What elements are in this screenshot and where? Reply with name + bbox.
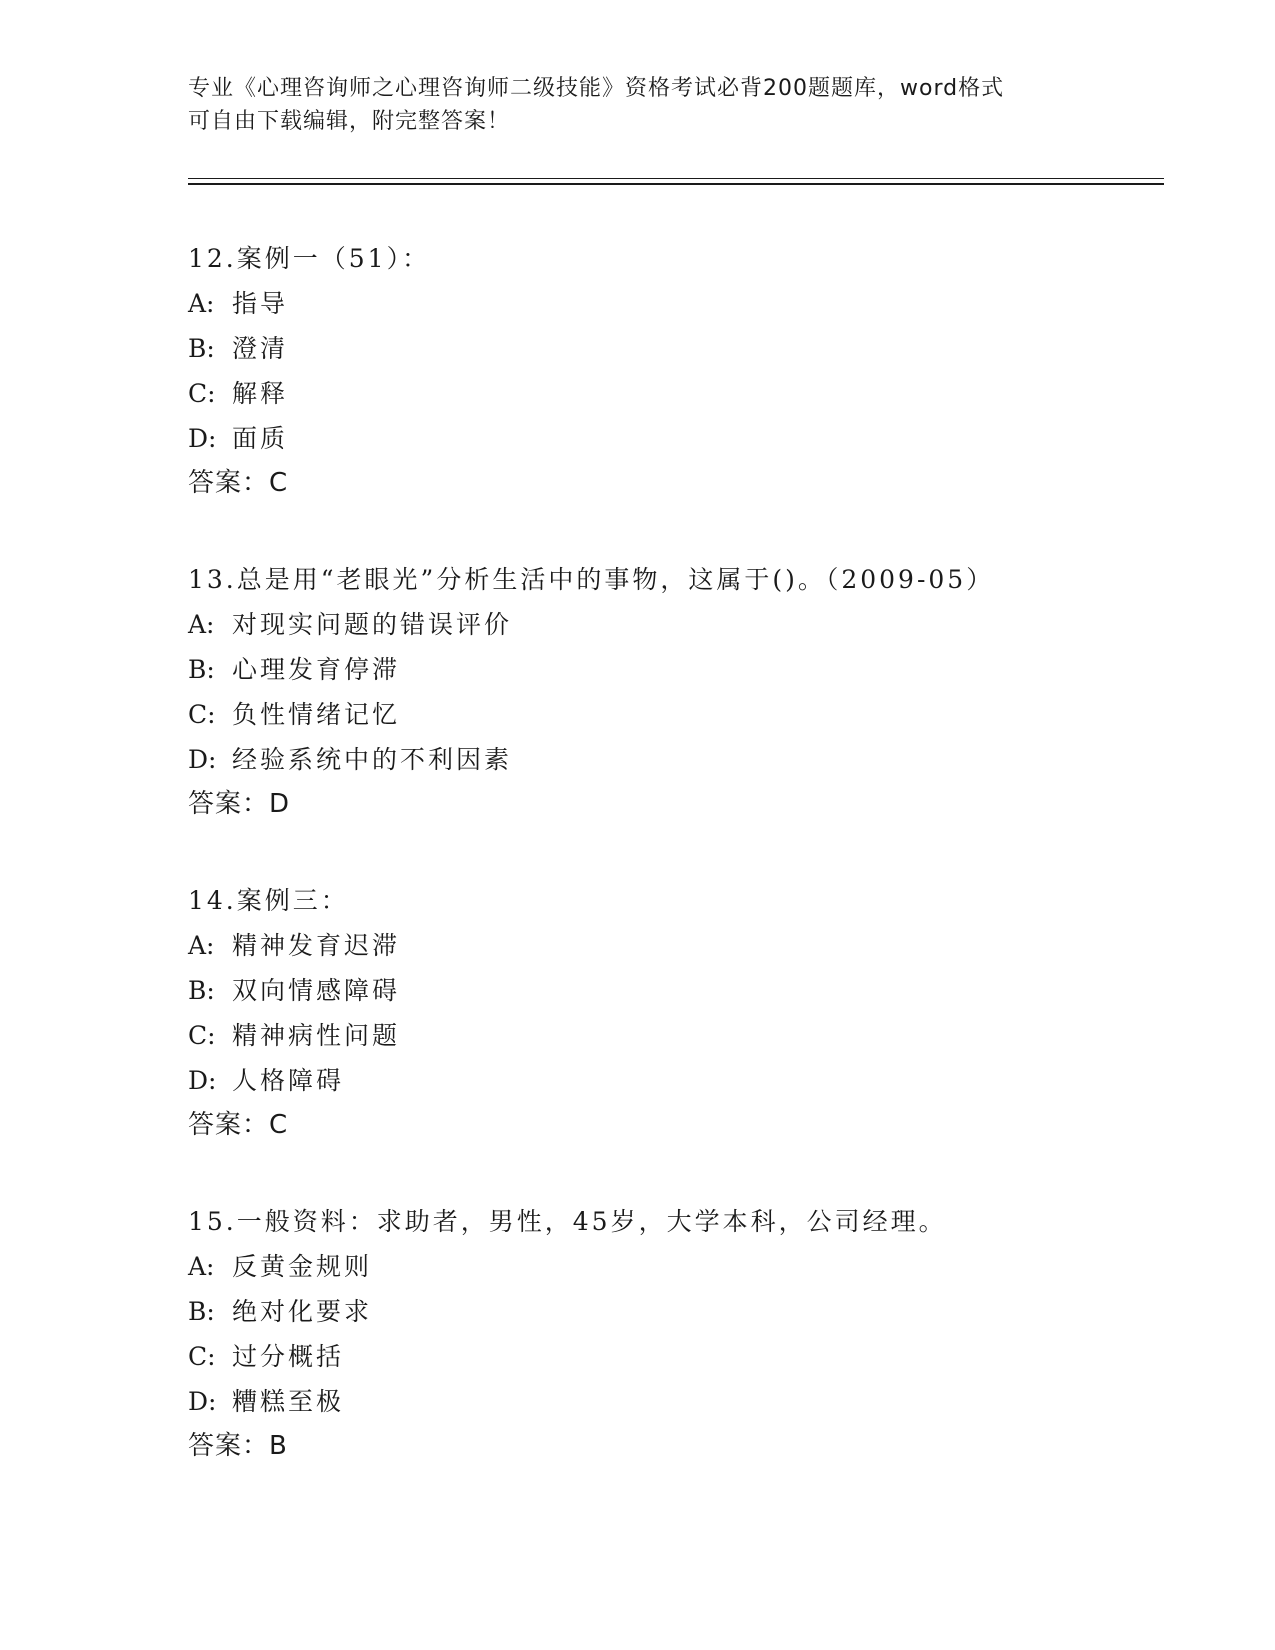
option-label: D: [188,1387,217,1416]
header-title-line-2: 可自由下载编辑，附完整答案！ [188,109,511,134]
option-label: C: [188,1021,216,1050]
header-title-line-1: 专业《心理咨询师之心理咨询师二级技能》资格考试必背200题题库，word格式 [188,76,1005,101]
option-text: 绝对化要求 [232,1297,373,1326]
option-c [188,692,1188,737]
option-label: D: [188,1066,217,1095]
option-label: B: [188,334,215,363]
option-text: 双向情感障碍 [232,976,401,1005]
question-text: 14.案例三： [188,886,349,915]
option-label: B: [188,976,215,1005]
option-label: C: [188,379,216,408]
option-label: C: [188,1342,216,1371]
option-text: 心理发育停滞 [232,655,401,684]
answer: 答案：D [188,789,291,819]
header-divider-thick [188,183,1164,185]
document-header [188,72,1088,138]
option-text: 面质 [232,424,289,453]
option-d [188,737,1188,782]
option-label: A: [188,610,215,639]
option-text: 精神病性问题 [232,1021,401,1050]
option-label: A: [188,931,215,960]
option-text: 澄清 [232,334,289,363]
option-label: D: [188,745,217,774]
question-12 [188,236,1188,506]
option-label: B: [188,655,215,684]
question-text: 15.一般资料：求助者，男性，45岁，大学本科，公司经理。 [188,1207,947,1236]
option-a [188,1244,1188,1289]
option-b [188,326,1188,371]
option-text: 经验系统中的不利因素 [232,745,513,774]
option-a [188,281,1188,326]
option-c [188,1334,1188,1379]
option-a [188,923,1188,968]
question-15 [188,1199,1188,1469]
answer: 答案：C [188,1110,289,1140]
option-text: 过分概括 [232,1342,345,1371]
question-text: 12.案例一（51）： [188,244,431,273]
option-b [188,968,1188,1013]
option-a [188,602,1188,647]
option-d [188,416,1188,461]
option-d [188,1058,1188,1103]
option-label: D: [188,424,217,453]
option-b [188,1289,1188,1334]
option-label: A: [188,1252,215,1281]
option-text: 对现实问题的错误评价 [232,610,513,639]
question-13 [188,557,1188,827]
option-text: 解释 [232,379,289,408]
question-14 [188,878,1188,1148]
option-label: C: [188,700,216,729]
option-label: A: [188,289,215,318]
option-label: B: [188,1297,215,1326]
option-d [188,1379,1188,1424]
option-b [188,647,1188,692]
header-divider-thin [188,178,1164,179]
option-text: 反黄金规则 [232,1252,373,1281]
option-text: 负性情绪记忆 [232,700,401,729]
option-c [188,1013,1188,1058]
answer: 答案：B [188,1431,288,1461]
question-text: 13.总是用“老眼光”分析生活中的事物，这属于()。（2009-05） [188,565,995,594]
option-text: 糟糕至极 [232,1387,345,1416]
answer: 答案：C [188,468,289,498]
option-text: 人格障碍 [232,1066,345,1095]
option-text: 精神发育迟滞 [232,931,401,960]
option-c [188,371,1188,416]
option-text: 指导 [232,289,289,318]
